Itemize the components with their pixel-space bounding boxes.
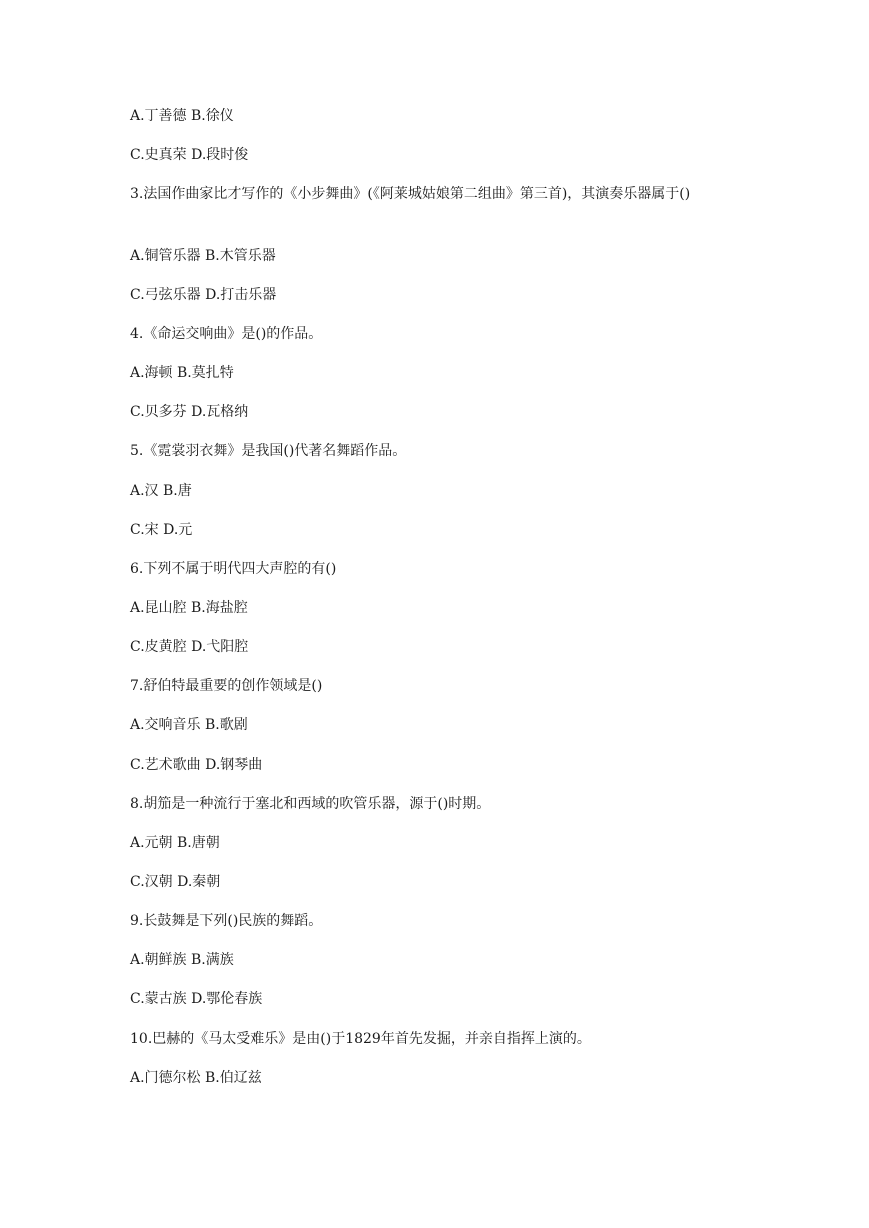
option-line: A.铜管乐器 B.木管乐器	[130, 248, 276, 264]
question-7: 7.舒伯特最重要的创作领域是()	[130, 678, 323, 694]
option-line: A.海顿 B.莫扎特	[130, 365, 234, 381]
option-line: A.丁善德 B.徐仪	[130, 108, 234, 124]
option-line: A.元朝 B.唐朝	[130, 835, 220, 851]
option-line: C.弓弦乐器 D.打击乐器	[130, 287, 277, 303]
option-line: C.贝多芬 D.瓦格纳	[130, 404, 249, 420]
question-6: 6.下列不属于明代四大声腔的有()	[130, 561, 337, 577]
option-line: C.蒙古族 D.鄂伦春族	[130, 991, 263, 1007]
question-3: 3.法国作曲家比才写作的《小步舞曲》(《阿莱城姑娘第二组曲》第三首)，其演奏乐器属于()	[130, 186, 691, 202]
option-line: C.宋 D.元	[130, 522, 193, 538]
option-line: A.门德尔松 B.伯辽兹	[130, 1070, 262, 1086]
question-4: 4.《命运交响曲》是()的作品。	[130, 326, 323, 342]
question-10: 10.巴赫的《马太受难乐》是由()于1829年首先发掘，并亲自指挥上演的。	[130, 1031, 591, 1047]
question-5: 5.《霓裳羽衣舞》是我国()代著名舞蹈作品。	[130, 443, 407, 459]
option-line: A.昆山腔 B.海盐腔	[130, 600, 248, 616]
question-9: 9.长鼓舞是下列()民族的舞蹈。	[130, 913, 323, 929]
option-line: C.史真荣 D.段时俊	[130, 147, 249, 163]
question-8: 8.胡笳是一种流行于塞北和西域的吹管乐器，源于()时期。	[130, 796, 491, 812]
option-line: A.朝鲜族 B.满族	[130, 952, 234, 968]
option-line: C.汉朝 D.秦朝	[130, 874, 221, 890]
option-line: A.汉 B.唐	[130, 483, 192, 499]
option-line: A.交响音乐 B.歌剧	[130, 717, 248, 733]
option-line: C.皮黄腔 D.弋阳腔	[130, 639, 249, 655]
option-line: C.艺术歌曲 D.钢琴曲	[130, 757, 263, 773]
